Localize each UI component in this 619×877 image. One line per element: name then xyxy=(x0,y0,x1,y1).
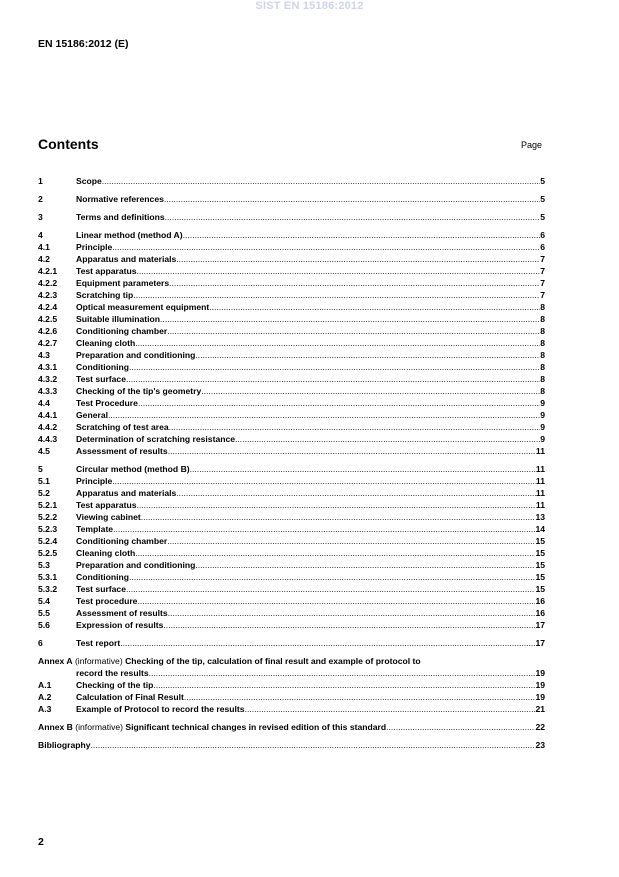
toc-entry-page: 8 xyxy=(540,338,545,348)
toc-entry-title: Conditioning chamber xyxy=(76,326,168,336)
toc-entry[interactable] xyxy=(38,619,545,631)
toc-entry[interactable] xyxy=(38,637,545,649)
toc-entry[interactable] xyxy=(38,349,545,361)
toc-entry-page: 7 xyxy=(540,266,545,276)
toc-entry[interactable] xyxy=(38,547,545,559)
toc-entry-title: Preparation and conditioning xyxy=(76,560,196,570)
toc-entry-page: 8 xyxy=(540,326,545,336)
toc-entry-page: 5 xyxy=(540,176,545,186)
toc-entry[interactable] xyxy=(38,193,545,205)
toc-entry[interactable] xyxy=(38,511,545,523)
toc-entry[interactable] xyxy=(38,277,545,289)
toc-entry-page: 17 xyxy=(535,638,545,648)
annex-a-title-line1: Checking of the tip, calculation of final result and example of protocol to xyxy=(125,656,421,666)
toc-entry-title: Suitable illumination xyxy=(76,314,161,324)
toc-entry-title: Conditioning xyxy=(76,362,129,372)
toc-entry-number: 4 xyxy=(38,230,43,240)
toc-entry-number: 5.4 xyxy=(38,596,50,606)
toc-entry[interactable] xyxy=(38,265,545,277)
toc-entry[interactable] xyxy=(38,229,545,241)
toc-entry-number: 5.2 xyxy=(38,488,50,498)
toc-entry-title: Viewing cabinet xyxy=(76,512,141,522)
toc-entry[interactable] xyxy=(38,691,545,703)
toc-entry-number: 5.3 xyxy=(38,560,50,570)
toc-entry-page: 6 xyxy=(540,230,545,240)
toc-entry-number: 4.2.1 xyxy=(38,266,58,276)
toc-entry-title: Assessment of results xyxy=(76,608,168,618)
toc-entry-page: 7 xyxy=(540,278,545,288)
toc-entry-number: 4.1 xyxy=(38,242,50,252)
toc-entry-title: Test procedure xyxy=(76,596,138,606)
toc-entry[interactable] xyxy=(38,409,545,421)
toc-entry-number: 4.2.2 xyxy=(38,278,58,288)
toc-entry-number: 4.4.2 xyxy=(38,422,58,432)
toc-entry-title: Circular method (method B) xyxy=(76,464,190,474)
toc-entry-page: 8 xyxy=(540,350,545,360)
toc-entry-page: 21 xyxy=(535,704,545,714)
annex-a-label: Annex A xyxy=(38,656,73,666)
toc-entry[interactable] xyxy=(38,487,545,499)
annex-b-page: 22 xyxy=(535,722,545,732)
toc-entry-number: 5.5 xyxy=(38,608,50,618)
annex-b-label: Annex B xyxy=(38,722,73,732)
toc-entry[interactable] xyxy=(38,571,545,583)
toc-entry-number: 5.3.1 xyxy=(38,572,58,582)
toc-entry-title: Checking of the tip's geometry xyxy=(76,386,202,396)
toc-entry-title: Expression of results xyxy=(76,620,164,630)
toc-entry-page: 9 xyxy=(540,398,545,408)
toc-entry[interactable] xyxy=(38,535,545,547)
toc-entry[interactable] xyxy=(38,433,545,445)
toc-entry-page: 15 xyxy=(535,560,545,570)
toc-entry[interactable] xyxy=(38,211,545,223)
toc-entry[interactable] xyxy=(38,385,545,397)
toc-annex-a xyxy=(38,655,545,715)
toc-entry[interactable] xyxy=(38,703,545,715)
toc-entry-title: Template xyxy=(76,524,114,534)
toc-entry-number: 5.1 xyxy=(38,476,50,486)
toc-entry-number: 5.2.2 xyxy=(38,512,58,522)
toc-entry-number: 6 xyxy=(38,638,43,648)
toc-entry-number: 4.2.5 xyxy=(38,314,58,324)
toc-entry[interactable] xyxy=(38,289,545,301)
toc-entry-title: Assessment of results xyxy=(76,446,168,456)
toc-entry[interactable] xyxy=(38,337,545,349)
table-of-contents xyxy=(38,175,545,751)
toc-entry-page: 5 xyxy=(540,194,545,204)
annex-a-title-line2: record the results xyxy=(76,668,149,678)
toc-entry-page: 19 xyxy=(535,680,545,690)
toc-entry-title: Linear method (method A) xyxy=(76,230,183,240)
toc-entry-number: 4.4 xyxy=(38,398,50,408)
toc-entry[interactable] xyxy=(38,523,545,535)
toc-main-entries xyxy=(38,175,545,649)
toc-entry-number: 4.3.1 xyxy=(38,362,58,372)
toc-entry-number: 4.2.3 xyxy=(38,290,58,300)
toc-entry-page: 15 xyxy=(535,572,545,582)
toc-entry-title: Determination of scratching resistance xyxy=(76,434,236,444)
toc-entry-number: 5.2.3 xyxy=(38,524,58,534)
toc-entry-page: 11 xyxy=(535,446,545,456)
toc-entry-page: 19 xyxy=(535,692,545,702)
toc-entry-page: 17 xyxy=(535,620,545,630)
toc-entry-number: 4.4.3 xyxy=(38,434,58,444)
annex-a-type: (informative) xyxy=(74,656,123,666)
toc-entry-page: 15 xyxy=(535,536,545,546)
toc-entry[interactable] xyxy=(38,361,545,373)
toc-entry-title: Apparatus and materials xyxy=(76,254,177,264)
toc-entry[interactable] xyxy=(38,607,545,619)
toc-entry-title: Optical measurement equipment xyxy=(76,302,210,312)
toc-entry-title: Apparatus and materials xyxy=(76,488,177,498)
toc-entry-page: 16 xyxy=(535,608,545,618)
annex-a-items xyxy=(38,679,545,715)
toc-entry-title: Test Procedure xyxy=(76,398,138,408)
toc-entry-number: 4.2.4 xyxy=(38,302,58,312)
toc-entry-number: A.2 xyxy=(38,692,52,702)
toc-entry[interactable] xyxy=(38,421,545,433)
toc-entry-number: 3 xyxy=(38,212,43,222)
toc-entry-number: 4.3.2 xyxy=(38,374,58,384)
toc-entry[interactable] xyxy=(38,313,545,325)
toc-entry-title: Cleaning cloth xyxy=(76,338,136,348)
toc-entry-number: 5.6 xyxy=(38,620,50,630)
toc-entry-page: 11 xyxy=(535,464,545,474)
toc-entry-title: Conditioning xyxy=(76,572,129,582)
toc-entry-number: A.1 xyxy=(38,680,52,690)
annex-a-heading-cont[interactable] xyxy=(38,667,545,679)
toc-entry-page: 15 xyxy=(535,584,545,594)
toc-entry-number: 4.3.3 xyxy=(38,386,58,396)
toc-entry-title: Example of Protocol to record the results xyxy=(76,704,245,714)
toc-entry-page: 13 xyxy=(535,512,545,522)
toc-entry-number: 5.2.4 xyxy=(38,536,58,546)
bibliography-page: 23 xyxy=(535,740,545,750)
toc-entry-title: General xyxy=(76,410,109,420)
toc-entry-title: Calculation of Final Result xyxy=(76,692,184,702)
toc-entry-page: 8 xyxy=(540,362,545,372)
toc-entry-page: 8 xyxy=(540,374,545,384)
toc-entry-title: Cleaning cloth xyxy=(76,548,136,558)
toc-entry-title: Scope xyxy=(76,176,102,186)
toc-entry[interactable] xyxy=(38,397,545,409)
toc-entry-number: 4.2.6 xyxy=(38,326,58,336)
bibliography-title: Bibliography xyxy=(38,740,91,750)
toc-entry-title: Test report xyxy=(76,638,121,648)
toc-entry-title: Principle xyxy=(76,476,113,486)
toc-entry-number: 5.2.5 xyxy=(38,548,58,558)
toc-entry[interactable] xyxy=(38,475,545,487)
toc-entry-number: 5 xyxy=(38,464,43,474)
toc-entry-number: 1 xyxy=(38,176,43,186)
toc-entry-title: Test apparatus xyxy=(76,500,137,510)
toc-entry-number: 5.2.1 xyxy=(38,500,58,510)
toc-entry[interactable] xyxy=(38,463,545,475)
toc-entry[interactable] xyxy=(38,373,545,385)
toc-entry-title: Scratching of test area xyxy=(76,422,169,432)
annex-b-type: (informative) xyxy=(75,722,124,732)
toc-entry-number: 4.5 xyxy=(38,446,50,456)
toc-entry-title: Scratching tip xyxy=(76,290,134,300)
toc-entry-title: Equipment parameters xyxy=(76,278,170,288)
toc-entry-number: 4.4.1 xyxy=(38,410,58,420)
toc-entry-title: Test apparatus xyxy=(76,266,137,276)
toc-entry-page: 16 xyxy=(535,596,545,606)
toc-entry[interactable] xyxy=(38,301,545,313)
toc-entry-title: Test surface xyxy=(76,374,126,384)
toc-entry-page: 7 xyxy=(540,254,545,264)
watermark: SIST EN 15186:2012 xyxy=(255,0,364,12)
toc-entry-page: 6 xyxy=(540,242,545,252)
document-id: EN 15186:2012 (E) xyxy=(38,38,129,50)
toc-entry-number: 4.2 xyxy=(38,254,50,264)
toc-entry-page: 8 xyxy=(540,302,545,312)
toc-entry-page: 15 xyxy=(535,548,545,558)
toc-entry-title: Test surface xyxy=(76,584,126,594)
page-number: 2 xyxy=(38,836,44,848)
toc-annex-b[interactable] xyxy=(38,721,545,733)
toc-entry-page: 9 xyxy=(540,422,545,432)
toc-entry-page: 11 xyxy=(535,500,545,510)
annex-a-heading[interactable] xyxy=(38,655,545,667)
toc-entry-number: 4.2.7 xyxy=(38,338,58,348)
toc-entry-page: 9 xyxy=(540,434,545,444)
toc-entry-page: 14 xyxy=(535,524,545,534)
toc-entry-number: 2 xyxy=(38,194,43,204)
annex-b-title: Significant technical changes in revised edition of this standard xyxy=(125,722,387,732)
toc-entry-title: Conditioning chamber xyxy=(76,536,168,546)
toc-entry-title: Normative references xyxy=(76,194,164,204)
page-column-header: Page xyxy=(521,140,543,150)
toc-entry[interactable] xyxy=(38,241,545,253)
toc-entry-number: A.3 xyxy=(38,704,52,714)
toc-entry[interactable] xyxy=(38,559,545,571)
annex-a-page: 19 xyxy=(535,668,545,678)
toc-entry[interactable] xyxy=(38,445,545,457)
toc-entry[interactable] xyxy=(38,679,545,691)
toc-entry-page: 5 xyxy=(540,212,545,222)
toc-entry-title: Terms and definitions xyxy=(76,212,165,222)
toc-entry-page: 11 xyxy=(535,476,545,486)
toc-entry-page: 11 xyxy=(535,488,545,498)
toc-entry[interactable] xyxy=(38,175,545,187)
toc-entry-page: 8 xyxy=(540,314,545,324)
toc-bibliography[interactable] xyxy=(38,739,545,751)
toc-entry-page: 9 xyxy=(540,410,545,420)
toc-entry[interactable] xyxy=(38,499,545,511)
toc-entry-title: Checking of the tip xyxy=(76,680,154,690)
toc-entry[interactable] xyxy=(38,583,545,595)
toc-entry-page: 7 xyxy=(540,290,545,300)
toc-entry[interactable] xyxy=(38,595,545,607)
toc-entry-number: 5.3.2 xyxy=(38,584,58,594)
toc-entry-title: Preparation and conditioning xyxy=(76,350,196,360)
page-title: Contents xyxy=(38,136,99,152)
toc-entry-number: 4.3 xyxy=(38,350,50,360)
toc-entry-page: 8 xyxy=(540,386,545,396)
toc-entry-title: Principle xyxy=(76,242,113,252)
toc-entry[interactable] xyxy=(38,253,545,265)
toc-entry[interactable] xyxy=(38,325,545,337)
